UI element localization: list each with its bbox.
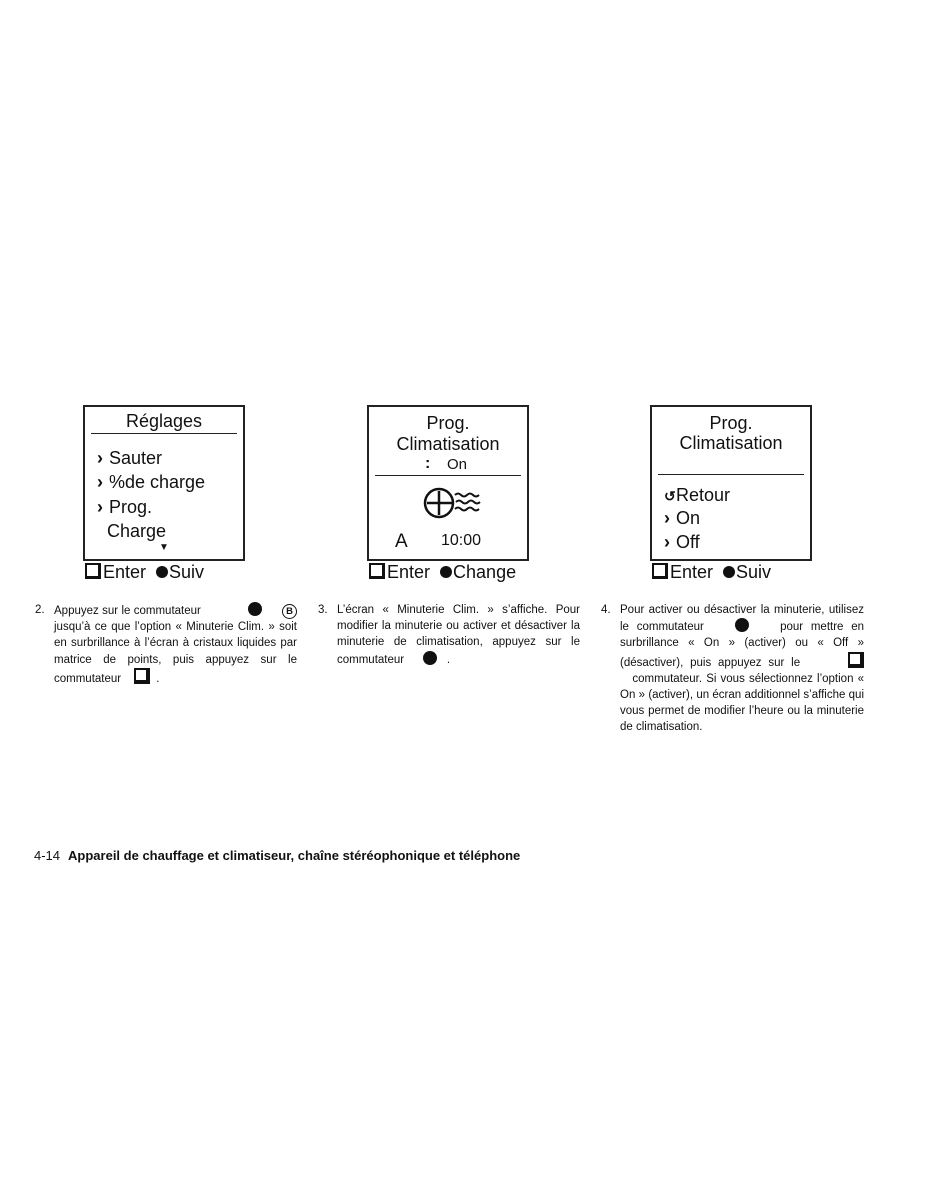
enter-button-icon <box>848 652 864 668</box>
knob-icon <box>440 566 452 578</box>
screen-title-line2: Climatisation <box>396 434 500 454</box>
next-label: Suiv <box>169 562 205 582</box>
screen-title: Réglages <box>125 411 203 431</box>
step-2-text: 2. Appuyez sur le commutateur B jusqu’à ce que l’option « Minuterie Clim. » soit en surbrillance à l’écran à cristaux liquides par matrice de points, puis appuyez sur le commutateur . <box>35 604 297 685</box>
chevron-right-icon: › <box>97 497 103 517</box>
next-label: Suiv <box>736 562 772 582</box>
step-number: 4. <box>601 604 611 616</box>
enter-label: Enter <box>103 562 147 582</box>
knob-icon <box>156 566 168 578</box>
knob-icon <box>735 618 749 632</box>
back-arrow-icon: ↺ <box>664 488 676 504</box>
enter-button-icon <box>369 563 385 579</box>
menu-item-on: › On <box>664 508 701 528</box>
enter-button-icon <box>134 668 150 684</box>
knob-icon <box>423 651 437 665</box>
enter-button-icon <box>85 563 101 579</box>
lcd-screen-settings <box>83 405 245 561</box>
chevron-right-icon: › <box>664 532 670 552</box>
menu-item-prog-charge-line2: Charge <box>107 521 167 541</box>
lcd-screen-climate-timer <box>367 405 529 561</box>
section-title: Appareil de chauffage et climatiseur, chaîne stéréophonique et téléphone <box>68 848 521 863</box>
chevron-right-icon: › <box>97 448 103 468</box>
step-3-text: 3. L’écran « Minuterie Clim. » s’affiche. Pour modifier la minuterie ou activer et désactiver la minuterie de climatisation, appuyez sur le commutateur . <box>318 604 580 666</box>
status-colon: : <box>425 455 431 472</box>
divider <box>658 474 804 475</box>
climate-timer-icon <box>422 485 484 521</box>
divider <box>91 433 237 434</box>
enter-label: Enter <box>670 562 714 582</box>
enter-button-icon <box>652 563 668 579</box>
chevron-right-icon: › <box>664 508 670 528</box>
scroll-down-icon: ▼ <box>159 542 169 553</box>
knob-icon <box>248 602 262 616</box>
screen-title-line2: Climatisation <box>679 433 783 453</box>
page-number: 4-14 <box>34 848 61 863</box>
step-number: 3. <box>318 604 328 616</box>
change-label: Change <box>453 562 517 582</box>
circled-b-icon: B <box>282 604 297 619</box>
screen-title-line1: Prog. <box>426 413 470 433</box>
menu-item-charge-percent: › %de charge <box>97 472 206 492</box>
page-footer <box>34 848 520 863</box>
timer-label: A <box>395 531 408 552</box>
button-legend <box>85 561 204 583</box>
screen-title-line1: Prog. <box>709 413 753 433</box>
step-4-text: 4. Pour activer ou désactiver la minuterie, utilisez le commutateur pour mettre en surbrillance « On » (activer) ou « Off » (désactiver), puis appuyez sur le commutateur. Si vous sélectionnez l’option « On » (activer), un écran additionnel s’affiche qui vous permet de modifier l’heure ou la minuterie de climatisation. <box>601 604 865 734</box>
divider <box>375 475 521 476</box>
menu-item-off: › Off <box>664 532 700 552</box>
button-legend <box>369 561 516 583</box>
status-value: On <box>447 456 468 473</box>
lcd-screen-climate-options <box>650 405 812 561</box>
timer-time: 10:00 <box>441 532 482 549</box>
menu-item-prog-charge: › Prog. <box>97 497 153 517</box>
menu-item-sauter: › Sauter <box>97 448 163 468</box>
knob-icon <box>723 566 735 578</box>
step-number: 2. <box>35 604 45 616</box>
enter-label: Enter <box>387 562 431 582</box>
button-legend <box>652 561 771 583</box>
chevron-right-icon: › <box>97 472 103 492</box>
menu-item-retour: ↺Retour <box>664 485 731 505</box>
